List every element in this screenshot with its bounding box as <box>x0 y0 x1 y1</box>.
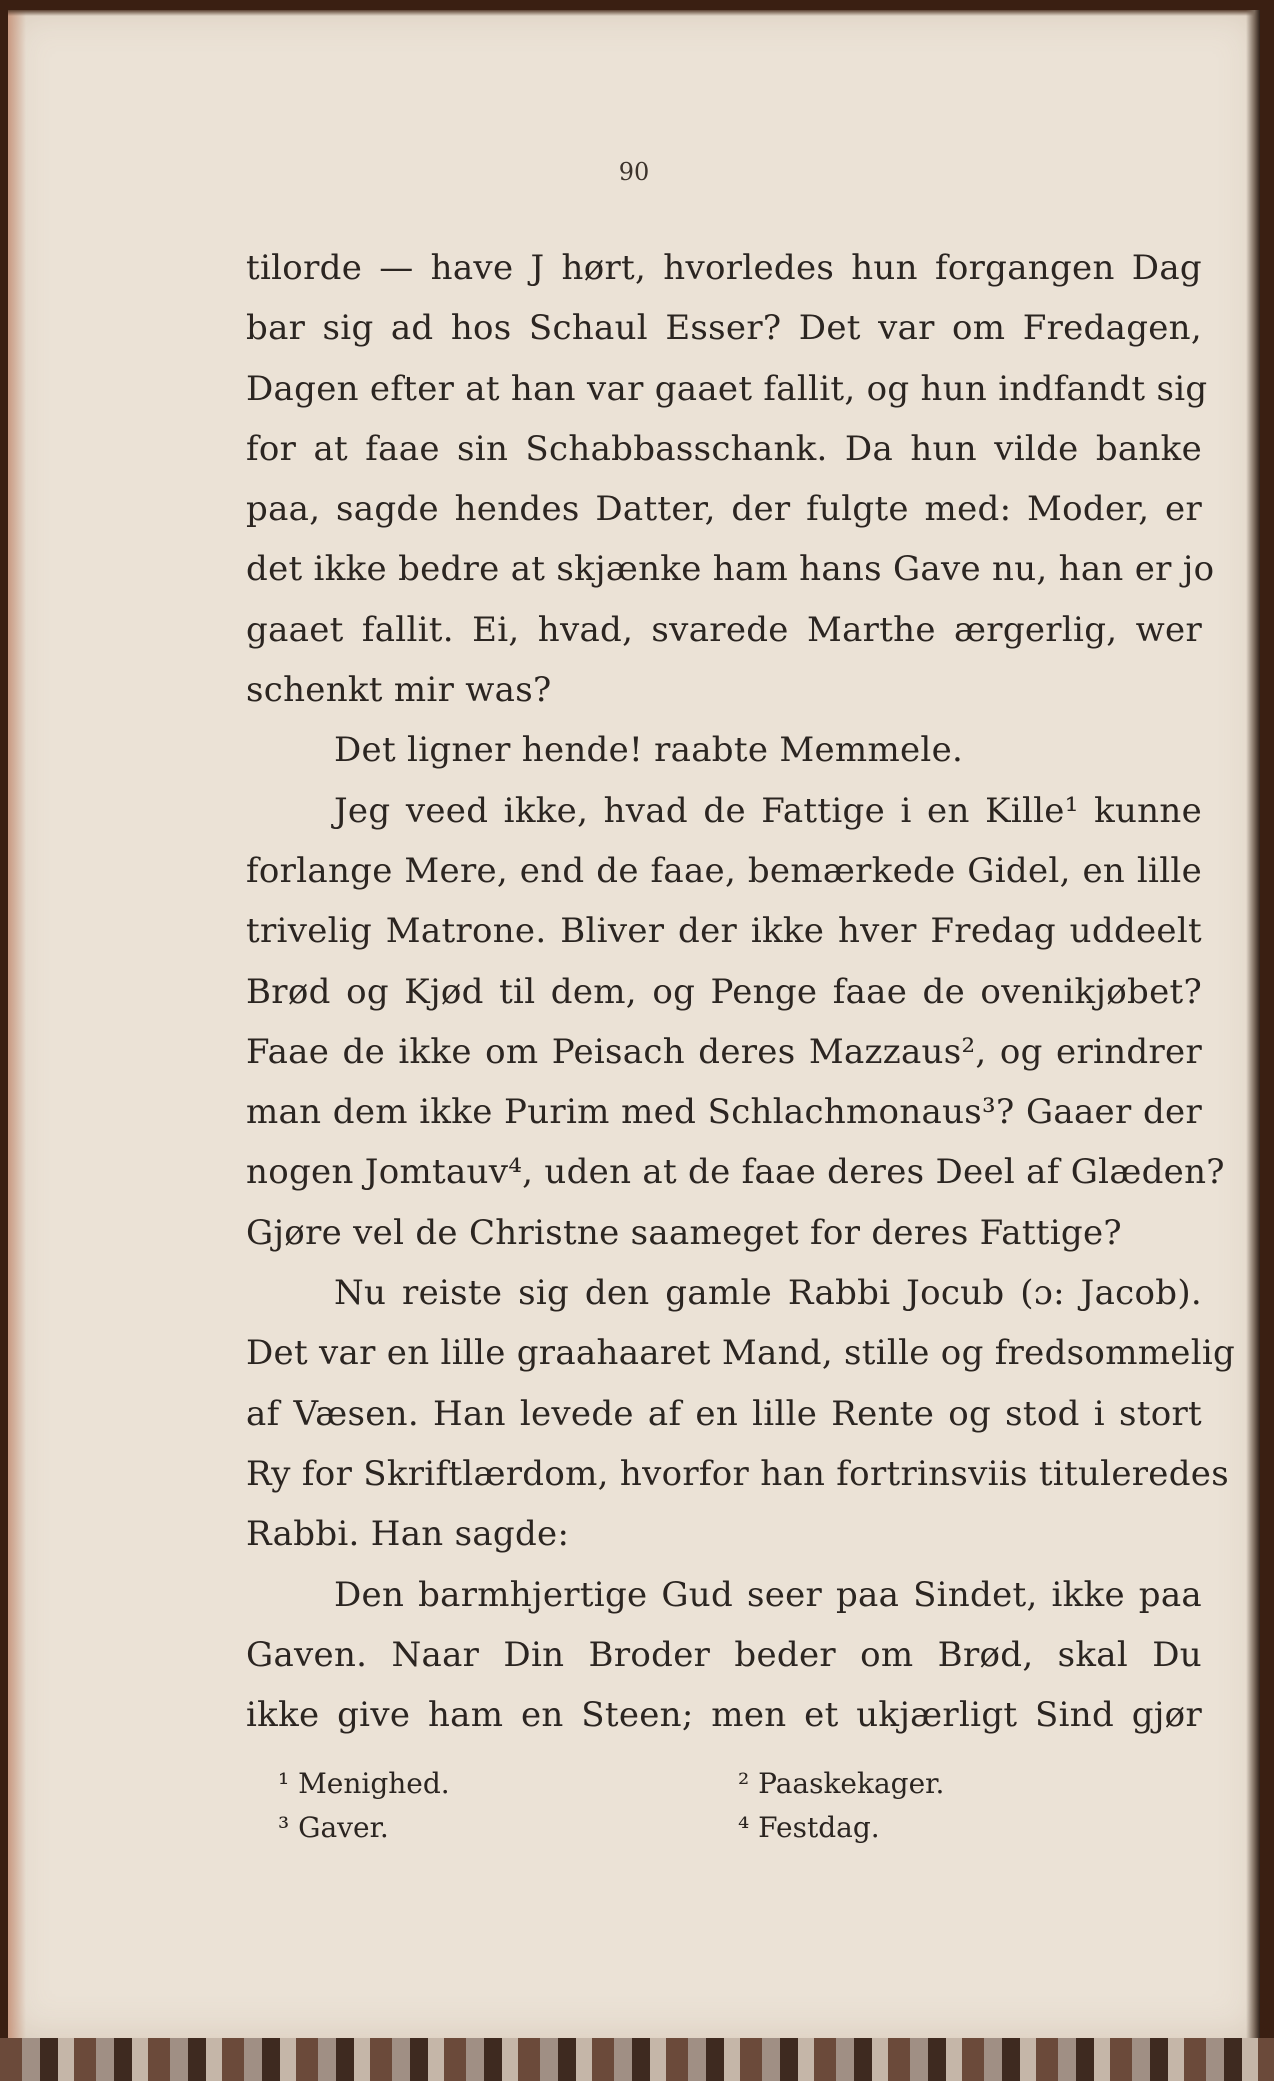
text-line: Dagen efter at han var gaaet fallit, og hun indfandt sig <box>246 368 1208 409</box>
body-text <box>246 238 1236 1745</box>
decorative-endpaper-border <box>0 2038 1274 2081</box>
text-line: tilorde — have J hørt, hvorledes hun forgangen Dag <box>246 248 1202 288</box>
text-line: Den barmhjertige Gud seer paa Sindet, ikke paa <box>334 1574 1202 1615</box>
text-line: bar sig ad hos Schaul Esser? Det var om Fredagen, <box>246 308 1202 349</box>
text-line: Det var en lille graahaaret Mand, stille og fredsommelig <box>246 1333 1236 1374</box>
text-line: Brød og Kjød til dem, og Penge faae de ovenikjøbet? <box>246 971 1202 1012</box>
footnote-2: ² Paaskekager. <box>738 1767 945 1800</box>
text-line: Rabbi. Han sagde: <box>246 1514 570 1555</box>
text-line: Gjøre vel de Christne saameget for deres Fattige? <box>246 1212 1122 1253</box>
text-line: Gaven. Naar Din Broder beder om Brød, skal Du <box>246 1634 1202 1675</box>
text-line: trivelig Matrone. Bliver der ikke hver Fredag uddeelt <box>246 911 1202 952</box>
text-line: af Væsen. Han levede af en lille Rente og stod i stort <box>246 1393 1202 1434</box>
text-line: schenkt mir was? <box>246 670 552 711</box>
top-edge <box>8 10 1260 16</box>
text-line: Faae de ikke om Peisach deres Mazzaus², og erindrer <box>246 1031 1202 1072</box>
text-line: Jeg veed ikke, hvad de Fattige i en Kille¹ kunne <box>334 790 1202 831</box>
footnotes <box>278 1762 1178 1850</box>
text-line: Ry for Skriftlærdom, hvorfor han fortrinsviis tituleredes <box>246 1453 1229 1494</box>
text-line: gaaet fallit. Ei, hvad, svarede Marthe ærgerlig, wer <box>246 609 1202 650</box>
text-line: Nu reiste sig den gamle Rabbi Jocub (ɔ: Jacob). <box>334 1273 1202 1314</box>
page-number: 90 <box>618 158 650 186</box>
text-line: forlange Mere, end de faae, bemærkede Gidel, en lille <box>246 850 1202 891</box>
footnote-row <box>278 1762 1178 1806</box>
footnote-row <box>278 1806 1178 1850</box>
footnote-1: ¹ Menighed. <box>278 1767 450 1800</box>
text-line: nogen Jomtauv⁴, uden at de faae deres Deel af Glæden? <box>246 1152 1225 1193</box>
footnote-3: ³ Gaver. <box>278 1811 389 1844</box>
text-line: ikke give ham en Steen; men et ukjærligt Sind gjør <box>246 1695 1202 1736</box>
footnote-4: ⁴ Festdag. <box>738 1811 880 1844</box>
text-line: paa, sagde hendes Datter, der fulgte med: Moder, er <box>246 489 1202 530</box>
book-page <box>8 10 1260 2038</box>
text-line: det ikke bedre at skjænke ham hans Gave nu, han er jo <box>246 549 1215 590</box>
spine-shadow <box>8 10 26 2038</box>
text-line: man dem ikke Purim med Schlachmonaus³? Gaaer der <box>246 1092 1202 1133</box>
page-edge <box>1246 10 1260 2038</box>
text-line: for at faae sin Schabbasschank. Da hun vilde banke <box>246 428 1202 469</box>
text-line: Det ligner hende! raabte Memmele. <box>334 730 964 771</box>
